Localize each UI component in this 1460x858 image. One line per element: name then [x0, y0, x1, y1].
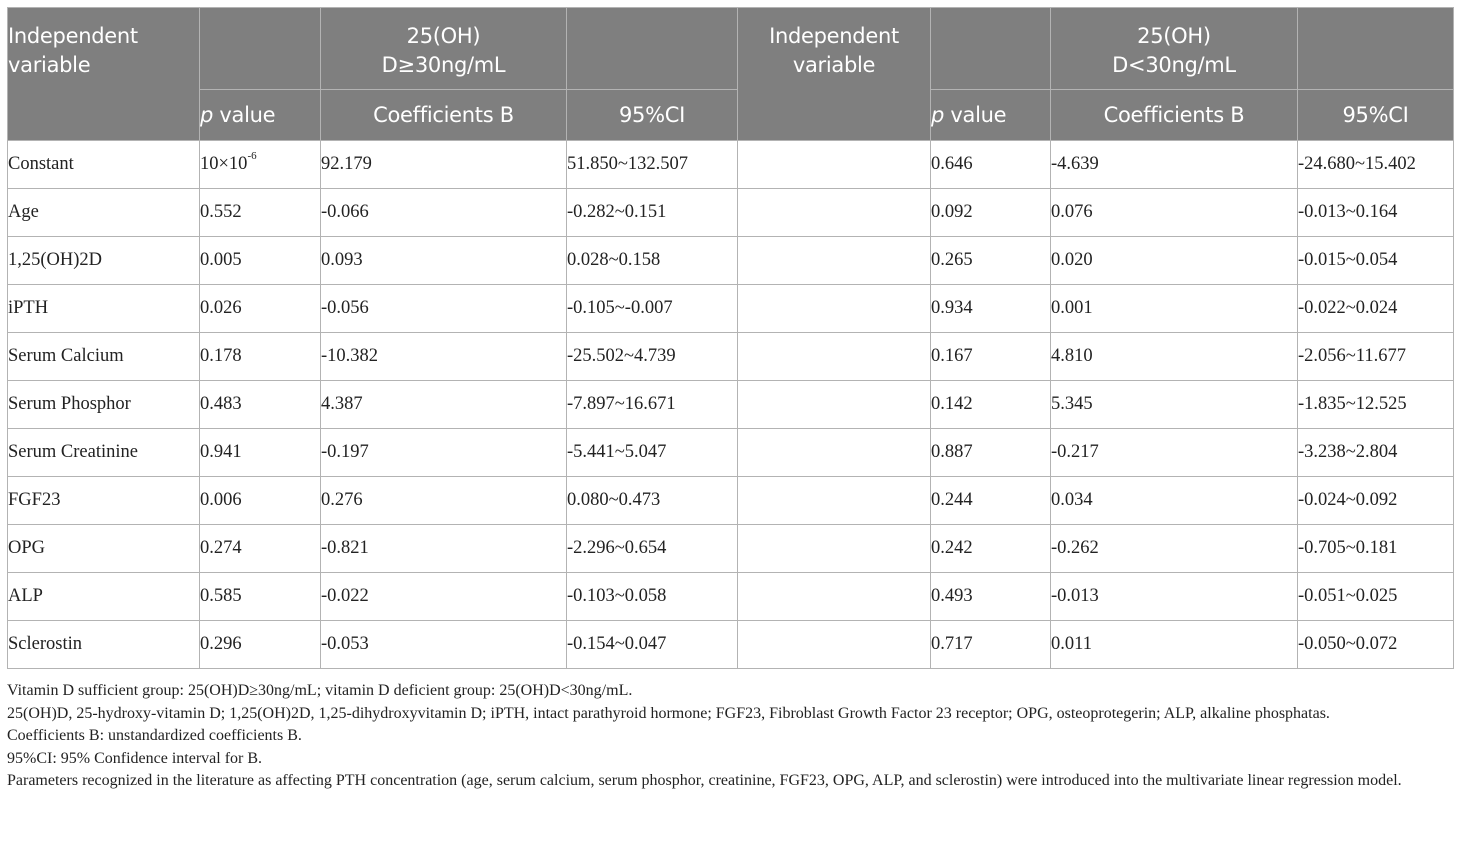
header-ci-right: 95%CI — [1298, 90, 1454, 141]
cell-p-value-sufficient: $10\times 10^{-6}$ — [200, 141, 321, 189]
cell-p-value-sufficient: 0.296 — [200, 621, 321, 669]
cell-coefficient-deficient: 0.001 — [1051, 285, 1298, 333]
cell-blank — [738, 573, 931, 621]
cell-ci-sufficient: -0.103~0.058 — [567, 573, 738, 621]
cell-variable: Serum Calcium — [8, 333, 200, 381]
cell-ci-sufficient: -0.105~-0.007 — [567, 285, 738, 333]
table-row — [8, 477, 1454, 525]
table-row — [8, 285, 1454, 333]
table-row — [8, 141, 1454, 189]
header-p-value-left: p value — [200, 90, 321, 141]
cell-ci-deficient: -0.015~0.054 — [1298, 237, 1454, 285]
cell-coefficient-sufficient: -0.022 — [321, 573, 567, 621]
cell-p-value-sufficient: 0.552 — [200, 189, 321, 237]
cell-p-value-deficient: 0.493 — [931, 573, 1051, 621]
cell-coefficient-sufficient: -0.821 — [321, 525, 567, 573]
cell-coefficient-deficient: -0.262 — [1051, 525, 1298, 573]
footnote-ci: 95%CI: 95% Confidence interval for B. — [7, 749, 263, 767]
cell-blank — [738, 189, 931, 237]
header-blank-left — [200, 8, 321, 90]
cell-ci-sufficient: -2.296~0.654 — [567, 525, 738, 573]
cell-coefficient-sufficient: -0.053 — [321, 621, 567, 669]
footnote-coefficients: Coefficients B: unstandardized coefficients B. — [7, 727, 302, 744]
header-group-deficient: 25(OH) D<30ng/mL — [1051, 8, 1298, 90]
table-footnotes — [7, 680, 1455, 793]
cell-coefficient-deficient: 0.020 — [1051, 237, 1298, 285]
cell-variable: Constant — [8, 141, 200, 189]
cell-coefficient-deficient: -0.217 — [1051, 429, 1298, 477]
cell-ci-deficient: -0.705~0.181 — [1298, 525, 1454, 573]
cell-coefficient-sufficient: 0.093 — [321, 237, 567, 285]
cell-ci-sufficient: -7.897~16.671 — [567, 381, 738, 429]
cell-p-value-deficient: 0.934 — [931, 285, 1051, 333]
cell-p-value-sufficient: 0.274 — [200, 525, 321, 573]
header-ci-left: 95%CI — [567, 90, 738, 141]
table-row — [8, 429, 1454, 477]
cell-p-value-sufficient: 0.178 — [200, 333, 321, 381]
header-independent-variable-left: Independent variable — [8, 8, 200, 141]
cell-p-value-deficient: 0.167 — [931, 333, 1051, 381]
table-row — [8, 621, 1454, 669]
table-body — [8, 141, 1454, 669]
cell-blank — [738, 621, 931, 669]
cell-ci-deficient: -24.680~15.402 — [1298, 141, 1454, 189]
cell-p-value-deficient: 0.265 — [931, 237, 1051, 285]
cell-variable: FGF23 — [8, 477, 200, 525]
cell-blank — [738, 333, 931, 381]
footnote-parameters: Parameters recognized in the literature as affecting PTH concentration (age, serum calcium, serum phosphor, creatinine, FGF23, OPG, ALP, and sclerostin) were introduced into the multivariate linear regression model. — [7, 772, 1402, 789]
cell-ci-deficient: -3.238~2.804 — [1298, 429, 1454, 477]
cell-ci-deficient: -0.024~0.092 — [1298, 477, 1454, 525]
cell-p-value-sufficient: 0.006 — [200, 477, 321, 525]
cell-ci-deficient: -1.835~12.525 — [1298, 381, 1454, 429]
cell-ci-deficient: -0.050~0.072 — [1298, 621, 1454, 669]
footnote-groups: Vitamin D sufficient group: 25(OH)D≥30ng/mL; vitamin D deficient group: 25(OH)D<30ng/mL. — [7, 682, 633, 699]
cell-ci-deficient: -0.013~0.164 — [1298, 189, 1454, 237]
cell-coefficient-deficient: 0.076 — [1051, 189, 1298, 237]
cell-p-value-deficient: 0.092 — [931, 189, 1051, 237]
header-blank-right — [931, 8, 1051, 90]
cell-p-value-deficient: 0.242 — [931, 525, 1051, 573]
cell-coefficient-sufficient: 4.387 — [321, 381, 567, 429]
cell-variable: Age — [8, 189, 200, 237]
cell-coefficient-sufficient: -0.066 — [321, 189, 567, 237]
cell-p-value-deficient: 0.142 — [931, 381, 1051, 429]
cell-blank — [738, 237, 931, 285]
cell-blank — [738, 429, 931, 477]
cell-coefficient-deficient: 5.345 — [1051, 381, 1298, 429]
header-independent-variable-right: Independent variable — [738, 8, 931, 141]
table-row — [8, 237, 1454, 285]
cell-ci-sufficient: -5.441~5.047 — [567, 429, 738, 477]
regression-table — [7, 7, 1454, 669]
cell-p-value-deficient: 0.244 — [931, 477, 1051, 525]
cell-p-value-sufficient: 0.483 — [200, 381, 321, 429]
table-row — [8, 525, 1454, 573]
cell-coefficient-sufficient: -0.197 — [321, 429, 567, 477]
cell-blank — [738, 525, 931, 573]
cell-ci-sufficient: 51.850~132.507 — [567, 141, 738, 189]
cell-p-value-deficient: 0.887 — [931, 429, 1051, 477]
cell-variable: Serum Phosphor — [8, 381, 200, 429]
cell-variable: OPG — [8, 525, 200, 573]
cell-variable: ALP — [8, 573, 200, 621]
cell-blank — [738, 477, 931, 525]
cell-ci-sufficient: 0.028~0.158 — [567, 237, 738, 285]
header-p-value-right: p value — [931, 90, 1051, 141]
table-row — [8, 189, 1454, 237]
cell-ci-deficient: -2.056~11.677 — [1298, 333, 1454, 381]
cell-p-value-sufficient: 0.026 — [200, 285, 321, 333]
cell-variable: iPTH — [8, 285, 200, 333]
table-row — [8, 333, 1454, 381]
cell-p-value-deficient: 0.646 — [931, 141, 1051, 189]
table-row — [8, 381, 1454, 429]
cell-coefficient-deficient: 0.034 — [1051, 477, 1298, 525]
footnote-abbreviations: 25(OH)D, 25-hydroxy-vitamin D; 1,25(OH)2D, 1,25-dihydroxyvitamin D; iPTH, intact parathyroid hormone; FGF23, Fibroblast Growth Factor 23 receptor; OPG, osteoprotegerin; ALP, alkaline phosphatas. — [7, 704, 1330, 722]
cell-blank — [738, 381, 931, 429]
header-coefficients-right: Coefficients B — [1051, 90, 1298, 141]
header-coefficients-left: Coefficients B — [321, 90, 567, 141]
cell-blank — [738, 285, 931, 333]
cell-ci-deficient: -0.051~0.025 — [1298, 573, 1454, 621]
cell-coefficient-sufficient: -10.382 — [321, 333, 567, 381]
cell-ci-deficient: -0.022~0.024 — [1298, 285, 1454, 333]
cell-coefficient-deficient: 4.810 — [1051, 333, 1298, 381]
cell-coefficient-sufficient: 0.276 — [321, 477, 567, 525]
cell-coefficient-deficient: -4.639 — [1051, 141, 1298, 189]
header-group-sufficient: 25(OH) D≥30ng/mL — [321, 8, 567, 90]
cell-variable: Serum Creatinine — [8, 429, 200, 477]
cell-coefficient-deficient: 0.011 — [1051, 621, 1298, 669]
cell-p-value-sufficient: 0.941 — [200, 429, 321, 477]
cell-ci-sufficient: 0.080~0.473 — [567, 477, 738, 525]
header-blank-right-2 — [1298, 8, 1454, 90]
header-blank-left-2 — [567, 8, 738, 90]
cell-variable: 1,25(OH)2D — [8, 237, 200, 285]
cell-p-value-deficient: 0.717 — [931, 621, 1051, 669]
cell-coefficient-sufficient: -0.056 — [321, 285, 567, 333]
cell-variable: Sclerostin — [8, 621, 200, 669]
cell-ci-sufficient: -25.502~4.739 — [567, 333, 738, 381]
table-row — [8, 573, 1454, 621]
cell-blank — [738, 141, 931, 189]
cell-coefficient-deficient: -0.013 — [1051, 573, 1298, 621]
cell-p-value-sufficient: 0.585 — [200, 573, 321, 621]
cell-ci-sufficient: -0.154~0.047 — [567, 621, 738, 669]
cell-coefficient-sufficient: 92.179 — [321, 141, 567, 189]
cell-p-value-sufficient: 0.005 — [200, 237, 321, 285]
cell-ci-sufficient: -0.282~0.151 — [567, 189, 738, 237]
